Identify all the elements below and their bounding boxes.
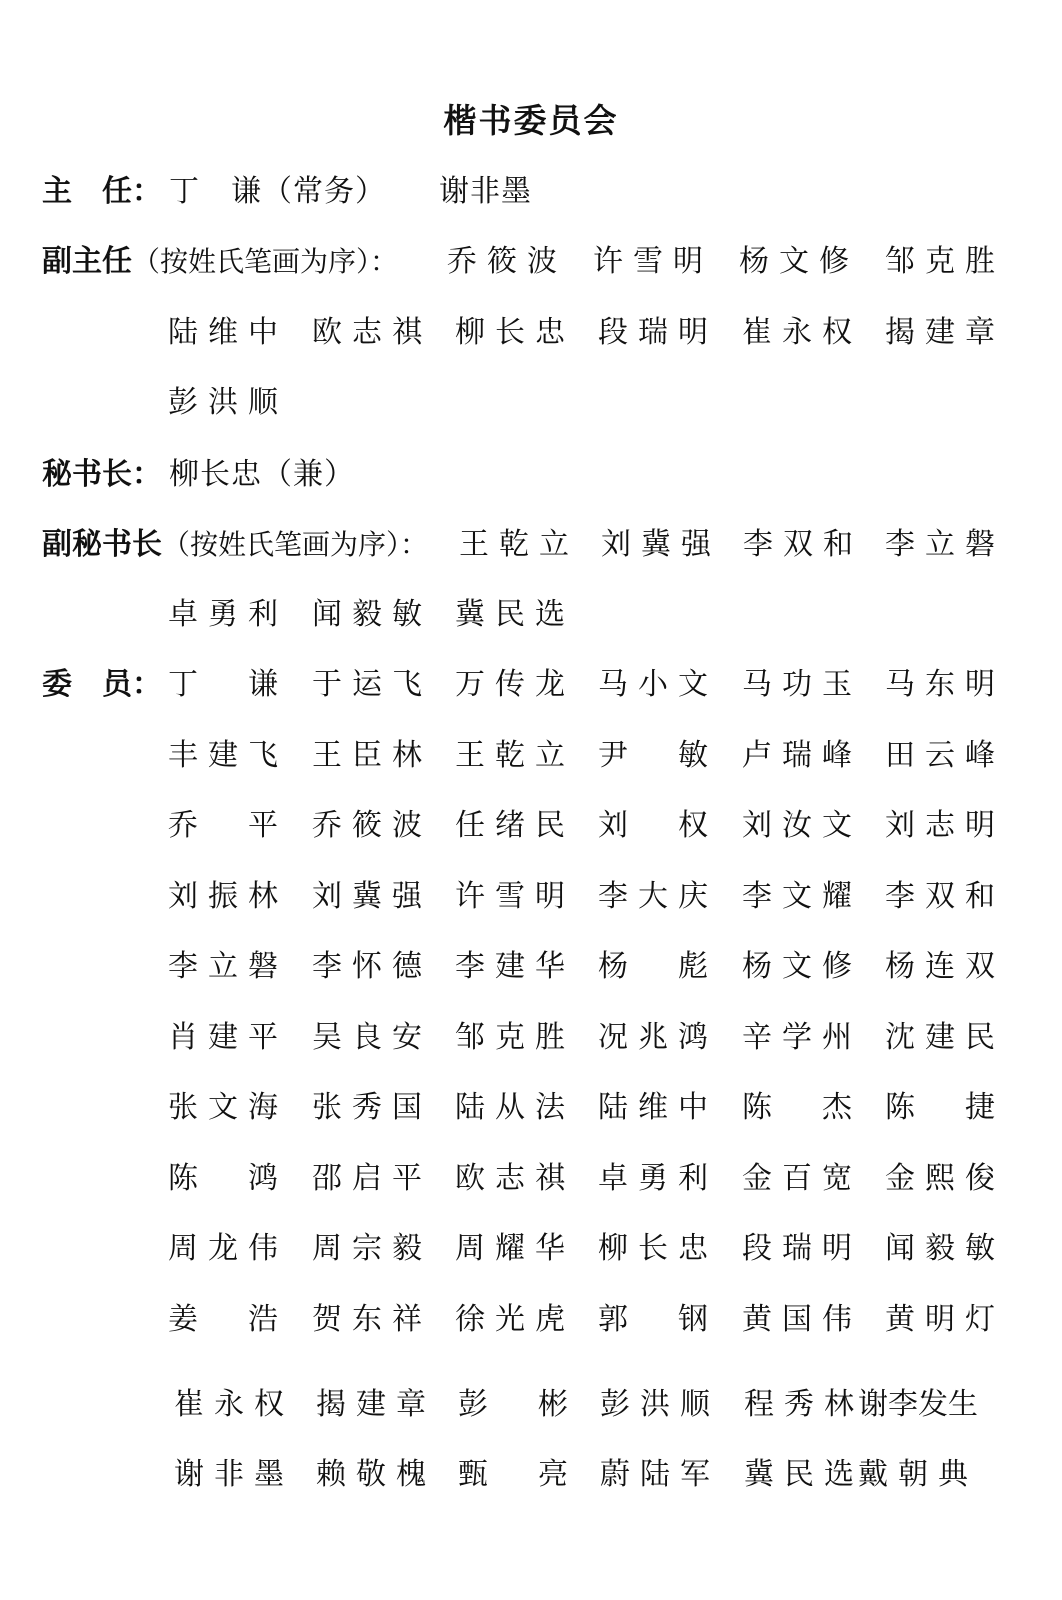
person-name: 卓 勇 利 [168, 597, 278, 632]
person-name: 崔 永 权 [174, 1387, 284, 1422]
person-name: 崔 永 权 [742, 315, 852, 350]
person-name: 陆 从 法 [455, 1090, 565, 1125]
ordering-note: （按姓氏笔画为序）： [132, 245, 399, 278]
person-name: 周 耀 华 [455, 1231, 565, 1266]
person-name: 彭 洪 顺 [600, 1387, 710, 1422]
person-name: 李 立 磐 [885, 527, 995, 562]
person-name: 李 怀 德 [312, 949, 422, 984]
person-name: 赖 敬 槐 [316, 1457, 426, 1492]
person-name: 王 乾 立 [455, 738, 565, 773]
person-name: 许 雪 明 [455, 879, 565, 914]
person-name: 冀 民 选 [455, 597, 565, 632]
person-name: 马 功 玉 [742, 667, 852, 702]
person-name: 乔 筱 波 [312, 808, 422, 843]
secretary-general-value: 柳长忠（兼） [169, 457, 355, 492]
person-name: 蔚 陆 军 [600, 1457, 710, 1492]
person-name: 刘 振 林 [168, 879, 278, 914]
person-name: 杨 文 修 [742, 949, 852, 984]
person-name: 李 双 和 [885, 879, 995, 914]
director-name: 谢非墨 [439, 174, 532, 209]
page-title: 楷书委员会 [443, 101, 619, 140]
person-name: 肖 建 平 [168, 1020, 278, 1055]
person-name: 丁 谦 [168, 667, 278, 702]
person-name: 乔 平 [168, 808, 278, 843]
person-name: 冀 民 选 [744, 1457, 854, 1492]
person-name: 金 百 宽 [742, 1161, 852, 1196]
person-name: 彭 洪 顺 [168, 385, 278, 420]
deputy-secretary-title: 副秘书长 [42, 527, 162, 562]
person-name: 吴 良 安 [312, 1020, 422, 1055]
vice-director-title: 副主任 [42, 244, 132, 279]
person-name: 陈 杰 [742, 1090, 852, 1125]
person-name: 陈 捷 [885, 1090, 995, 1125]
person-name: 徐 光 虎 [455, 1302, 565, 1337]
person-name: 许 雪 明 [593, 244, 703, 279]
director-label: 主 任： [42, 174, 162, 209]
person-name: 姜 浩 [168, 1302, 278, 1337]
deputy-secretary-label [42, 523, 428, 567]
person-name: 杨 连 双 [885, 949, 995, 984]
person-name: 李 文 耀 [742, 879, 852, 914]
person-name: 闻 毅 敏 [885, 1231, 995, 1266]
person-name: 周 宗 毅 [312, 1231, 422, 1266]
person-name: 谢 非 墨 [174, 1457, 284, 1492]
person-name: 戴 朝 典 [858, 1457, 968, 1492]
ordering-note: （按姓氏笔画为序）： [162, 528, 429, 561]
person-name: 甄 亮 [458, 1457, 568, 1492]
person-name: 任 绪 民 [455, 808, 565, 843]
person-name: 张 文 海 [168, 1090, 278, 1125]
person-name: 段 瑞 明 [742, 1231, 852, 1266]
director-name: 丁 谦（常务） [169, 174, 386, 209]
person-name: 揭 建 章 [885, 315, 995, 350]
members-label: 委 员： [42, 667, 162, 702]
person-name: 李 立 磐 [168, 949, 278, 984]
person-name: 于 运 飞 [312, 667, 422, 702]
person-name: 邹 克 胜 [885, 244, 995, 279]
person-name: 柳 长 忠 [455, 315, 565, 350]
person-name: 揭 建 章 [316, 1387, 426, 1422]
person-name: 王 乾 立 [459, 527, 569, 562]
person-name: 李 双 和 [743, 527, 853, 562]
person-name: 李 建 华 [455, 949, 565, 984]
person-name: 尹 敏 [598, 738, 708, 773]
person-name: 邹 克 胜 [455, 1020, 565, 1055]
person-name: 沈 建 民 [885, 1020, 995, 1055]
person-name: 邵 启 平 [312, 1161, 422, 1196]
person-name: 丰 建 飞 [168, 738, 278, 773]
secretary-general-label: 秘书长： [42, 457, 162, 492]
person-name: 刘 志 明 [885, 808, 995, 843]
person-name: 万 传 龙 [455, 667, 565, 702]
person-name: 段 瑞 明 [598, 315, 708, 350]
person-name: 杨 彪 [598, 949, 708, 984]
person-name: 卢 瑞 峰 [742, 738, 852, 773]
vice-director-label [42, 240, 398, 284]
person-name: 郭 钢 [598, 1302, 708, 1337]
person-name: 陈 鸿 [168, 1161, 278, 1196]
person-name: 陆 维 中 [598, 1090, 708, 1125]
person-name: 刘 冀 强 [601, 527, 711, 562]
person-name: 刘 权 [598, 808, 708, 843]
person-name: 金 熙 俊 [885, 1161, 995, 1196]
person-name: 张 秀 国 [312, 1090, 422, 1125]
person-name: 刘 冀 强 [312, 879, 422, 914]
person-name: 陆 维 中 [168, 315, 278, 350]
person-name: 贺 东 祥 [312, 1302, 422, 1337]
person-name: 闻 毅 敏 [312, 597, 422, 632]
person-name: 田 云 峰 [885, 738, 995, 773]
person-name: 马 东 明 [885, 667, 995, 702]
person-name: 乔 筱 波 [447, 244, 557, 279]
person-name: 马 小 文 [598, 667, 708, 702]
person-name: 彭 彬 [458, 1387, 568, 1422]
person-name: 黄 明 灯 [885, 1302, 995, 1337]
person-name: 辛 学 州 [742, 1020, 852, 1055]
person-name: 刘 汝 文 [742, 808, 852, 843]
person-name: 黄 国 伟 [742, 1302, 852, 1337]
person-name: 卓 勇 利 [598, 1161, 708, 1196]
person-name: 王 臣 林 [312, 738, 422, 773]
person-name: 杨 文 修 [739, 244, 849, 279]
person-name: 柳 长 忠 [598, 1231, 708, 1266]
person-name: 程 秀 林 [744, 1387, 854, 1422]
person-name: 谢 李 发 生 [858, 1387, 978, 1422]
person-name: 欧 志 祺 [455, 1161, 565, 1196]
person-name: 欧 志 祺 [312, 315, 422, 350]
person-name: 李 大 庆 [598, 879, 708, 914]
person-name: 况 兆 鸿 [598, 1020, 708, 1055]
person-name: 周 龙 伟 [168, 1231, 278, 1266]
